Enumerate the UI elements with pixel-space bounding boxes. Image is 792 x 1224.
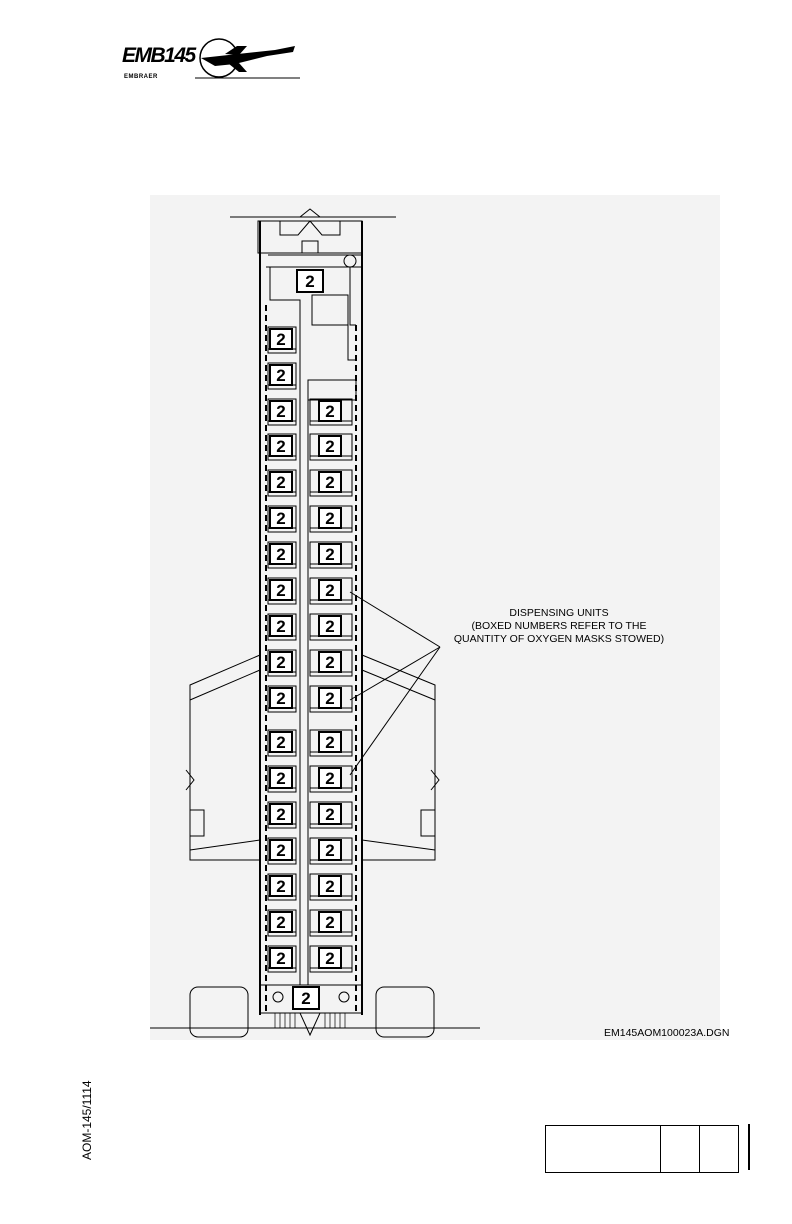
callout-line-3: QUANTITY OF OXYGEN MASKS STOWED) [453,633,665,645]
left-dispensing-unit-qty: 2 [276,473,286,492]
rear-mask-qty: 2 [301,989,311,1008]
left-dispensing-unit-qty: 2 [276,689,286,708]
right-dispensing-unit-qty: 2 [325,402,335,421]
right-dispensing-unit-qty: 2 [325,689,335,708]
right-dispensing-unit-qty: 2 [325,473,335,492]
logo-model-text: EMB145 [122,44,195,67]
revision-cell-2 [661,1126,700,1172]
left-dispensing-unit-qty: 2 [276,402,286,421]
dispensing-units-callout [449,607,669,646]
left-dispensing-unit-qty: 2 [276,330,286,349]
callout-line-2: (BOXED NUMBERS REFER TO THE [471,620,647,632]
left-dispensing-unit-qty: 2 [276,545,286,564]
right-dispensing-unit-qty: 2 [325,437,335,456]
embraer-emb145-logo [120,36,305,86]
right-dispensing-unit-qty: 2 [325,877,335,896]
revision-cell-1 [546,1126,661,1172]
left-dispensing-unit-qty: 2 [276,805,286,824]
right-dispensing-unit-qty: 2 [325,581,335,600]
left-dispensing-unit-qty: 2 [276,617,286,636]
aircraft-emblem-icon [195,36,305,84]
right-dispensing-unit-qty: 2 [325,949,335,968]
left-dispensing-unit-qty: 2 [276,581,286,600]
right-dispensing-unit-qty: 2 [325,617,335,636]
revision-block [545,1125,739,1173]
drawing-reference: EM145AOM100023A.DGN [604,1027,730,1039]
right-dispensing-unit-qty: 2 [325,509,335,528]
left-dispensing-unit-qty: 2 [276,877,286,896]
document-id: AOM-145/1114 [80,1080,94,1160]
right-dispensing-unit-qty: 2 [325,841,335,860]
seat-rows [268,327,352,972]
left-dispensing-unit-qty: 2 [276,437,286,456]
right-dispensing-unit-qty: 2 [325,733,335,752]
left-dispensing-unit-qty: 2 [276,841,286,860]
right-dispensing-unit-qty: 2 [325,545,335,564]
logo-brand-text: EMBRAER [124,74,158,80]
right-dispensing-unit-qty: 2 [325,913,335,932]
callout-line-1: DISPENSING UNITS [509,607,609,619]
change-bar [748,1124,750,1170]
left-dispensing-unit-qty: 2 [276,949,286,968]
right-dispensing-unit-qty: 2 [325,769,335,788]
left-dispensing-unit-qty: 2 [276,769,286,788]
left-dispensing-unit-qty: 2 [276,509,286,528]
right-dispensing-unit-qty: 2 [325,805,335,824]
left-dispensing-unit-qty: 2 [276,913,286,932]
revision-cell-3 [700,1126,738,1172]
right-dispensing-unit-qty: 2 [325,653,335,672]
left-dispensing-unit-qty: 2 [276,653,286,672]
galley-mask-qty: 2 [305,272,315,291]
left-dispensing-unit-qty: 2 [276,366,286,385]
left-dispensing-unit-qty: 2 [276,733,286,752]
